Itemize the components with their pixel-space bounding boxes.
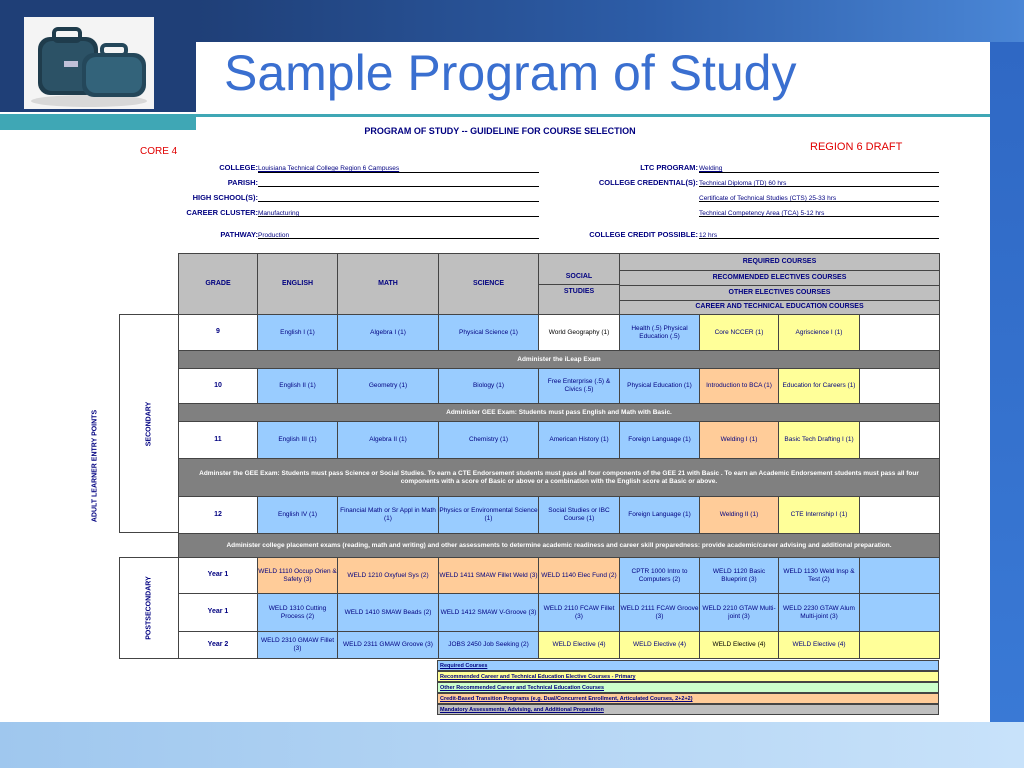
- g11-english: English III (1): [257, 421, 338, 459]
- credential-label: COLLEGE CREDENTIAL(S):: [598, 178, 698, 187]
- luggage-icon: [24, 17, 154, 109]
- legend-other: Other Recommended Career and Technical Education Courses: [437, 682, 939, 693]
- year-1b-cell: Year 1: [178, 593, 258, 632]
- cluster-label: CAREER CLUSTER:: [186, 208, 258, 217]
- y2-col3: JOBS 2450 Job Seeking (2): [438, 631, 539, 659]
- banner-gee-2: Adminster the GEE Exam: Students must pass Science or Social Studies. To earn a CTE Endorsement students must pass all four components of the GEE 21 with Basic . To earn an Academic Endorsement students must pass all four components with a score of Basic or above or a combination with the English score at Basic or above.: [178, 458, 940, 497]
- header-recommended: RECOMMENDED ELECTIVES COURSES: [619, 270, 940, 286]
- y1a-col8: [859, 557, 940, 594]
- header-cte: CAREER AND TECHNICAL EDUCATION COURSES: [619, 300, 940, 315]
- g9-science: Physical Science (1): [438, 314, 539, 351]
- g12-science: Physics or Environmental Science (1): [438, 496, 539, 534]
- pathway-label: PATHWAY:: [220, 230, 258, 239]
- adult-entry-label: ADULT LEARNER ENTRY POINTS: [91, 409, 99, 523]
- g9-other: Agriscience I (1): [778, 314, 860, 351]
- legend-recommended: Recommended Career and Technical Education Elective Courses - Primary: [437, 671, 939, 682]
- g12-recommended: Welding II (1): [699, 496, 779, 534]
- footer-light-blue-bar: [0, 722, 1024, 768]
- grade-12-cell: 12: [178, 496, 258, 534]
- year-2-cell: Year 2: [178, 631, 258, 659]
- cluster-underline: [258, 216, 539, 217]
- header-gradient-bar: [196, 0, 1024, 42]
- g9-cte: [859, 314, 940, 351]
- credit-underline: [699, 238, 939, 239]
- teal-accent-line: [196, 114, 990, 117]
- g10-recommended: Introduction to BCA (1): [699, 368, 779, 404]
- g10-math: Geometry (1): [337, 368, 439, 404]
- y2-col4: WELD Elective (4): [538, 631, 620, 659]
- legend-credit-based: Credit-Based Transition Programs (e.g. Dual/Concurrent Enrollment, Articulated Courses, 2+2+2): [437, 693, 939, 704]
- y1a-col1: WELD 1110 Occup Orien & Safety (3): [257, 557, 338, 594]
- secondary-label: SECONDARY: [145, 401, 153, 447]
- cluster-value: Manufacturing: [258, 210, 300, 217]
- g9-recommended: Core NCCER (1): [699, 314, 779, 351]
- header-english: ENGLISH: [257, 253, 338, 315]
- g10-other: Education for Careers (1): [778, 368, 860, 404]
- y2-col1: WELD 2310 GMAW Fillet (3): [257, 631, 338, 659]
- slide-title: Sample Program of Study: [224, 45, 797, 101]
- header-science: SCIENCE: [438, 253, 539, 315]
- college-value: Louisiana Technical College Region 6 Campuses: [258, 165, 400, 172]
- ltc-program-underline: [699, 172, 939, 173]
- credit-label: COLLEGE CREDIT POSSIBLE:: [589, 230, 698, 239]
- y1a-col7: WELD 1130 Weld Insp & Test (2): [778, 557, 860, 594]
- g12-required: Foreign Language (1): [619, 496, 700, 534]
- y1b-col6: WELD 2210 GTAW Multi-joint (3): [699, 593, 779, 632]
- g12-math: Financial Math or Sr Appl in Math (1): [337, 496, 439, 534]
- core-label: CORE 4: [140, 146, 178, 157]
- g10-science: Biology (1): [438, 368, 539, 404]
- pathway-underline: [258, 238, 539, 239]
- credential-value-3: Technical Competency Area (TCA) 5-12 hrs: [699, 210, 825, 217]
- document-title: PROGRAM OF STUDY -- GUIDELINE FOR COURSE SELECTION: [364, 126, 636, 136]
- g12-other: CTE Internship I (1): [778, 496, 860, 534]
- credential-underline-3: [699, 216, 939, 217]
- g11-cte: [859, 421, 940, 459]
- legend-mandatory: Mandatory Assessments, Advising, and Additional Preparation: [437, 704, 939, 715]
- y2-col5: WELD Elective (4): [619, 631, 700, 659]
- parish-label: PARISH:: [227, 178, 258, 187]
- banner-placement: Administer college placement exams (reading, math and writing) and other assessments to determine academic readiness and career skill preparedness: provide academic/career advising and additional preparation.: [178, 533, 940, 558]
- g11-required: Foreign Language (1): [619, 421, 700, 459]
- g9-required: Health (.5) Physical Education (.5): [619, 314, 700, 351]
- y1b-col7: WELD 2230 GTAW Alum Multi-joint (3): [778, 593, 860, 632]
- y1a-col4: WELD 1140 Elec Fund (2): [538, 557, 620, 594]
- g10-cte: [859, 368, 940, 404]
- year-1a-cell: Year 1: [178, 557, 258, 594]
- g12-english: English IV (1): [257, 496, 338, 534]
- y1a-col6: WELD 1120 Basic Blueprint (3): [699, 557, 779, 594]
- g11-other: Basic Tech Drafting I (1): [778, 421, 860, 459]
- g10-english: English II (1): [257, 368, 338, 404]
- highschool-underline: [258, 201, 539, 202]
- y1b-col8: [859, 593, 940, 632]
- banner-gee: Administer GEE Exam: Students must pass English and Math with Basic.: [178, 403, 940, 422]
- right-blue-bar: [990, 42, 1024, 750]
- banner-ileap: Administer the iLeap Exam: [178, 350, 940, 369]
- college-label: COLLEGE:: [219, 163, 258, 172]
- y1b-col4: WELD 2110 FCAW Fillet (3): [538, 593, 620, 632]
- g12-social: Social Studies or IBC Course (1): [538, 496, 620, 534]
- parish-underline: [258, 186, 539, 187]
- grade-10-cell: 10: [178, 368, 258, 404]
- y1b-col5: WELD 2111 FCAW Groove (3): [619, 593, 700, 632]
- g10-required: Physical Education (1): [619, 368, 700, 404]
- y2-col7: WELD Elective (4): [778, 631, 860, 659]
- y1a-col2: WELD 1210 Oxyfuel Sys (2): [337, 557, 439, 594]
- pathway-value: Production: [258, 232, 290, 239]
- g9-english: English I (1): [257, 314, 338, 351]
- g11-science: Chemistry (1): [438, 421, 539, 459]
- header-studies: STUDIES: [538, 284, 620, 315]
- g12-cte: [859, 496, 940, 534]
- header-required: REQUIRED COURSES: [619, 253, 940, 271]
- credential-underline-1: [699, 186, 939, 187]
- g11-recommended: Welding I (1): [699, 421, 779, 459]
- credit-value: 12 hrs: [699, 232, 718, 239]
- y2-col6: WELD Elective (4): [699, 631, 779, 659]
- ltc-program-value: Welding: [699, 165, 723, 172]
- grade-9-cell: 9: [178, 314, 258, 351]
- luggage-logo: [24, 17, 154, 109]
- header-grade: GRADE: [178, 253, 258, 315]
- credential-value-1: Technical Diploma (TD) 60 hrs: [699, 180, 787, 187]
- g11-math: Algebra II (1): [337, 421, 439, 459]
- credential-underline-2: [699, 201, 939, 202]
- college-underline: [258, 172, 539, 173]
- y2-col8: [859, 631, 940, 659]
- header-social: SOCIAL: [538, 253, 620, 285]
- y2-col2: WELD 2311 GMAW Groove (3): [337, 631, 439, 659]
- g9-social: World Geography (1): [538, 314, 620, 351]
- y1a-col5: CPTR 1000 Intro to Computers (2): [619, 557, 700, 594]
- g10-social: Free Enterprise (.5) & Civics (.5): [538, 368, 620, 404]
- ltc-program-label: LTC PROGRAM:: [640, 163, 698, 172]
- draft-label: REGION 6 DRAFT: [810, 141, 903, 153]
- header-math: MATH: [337, 253, 439, 315]
- grade-11-cell: 11: [178, 421, 258, 459]
- y1b-col1: WELD 1310 Cutting Process (2): [257, 593, 338, 632]
- postsecondary-label: POSTSECONDARY: [145, 576, 153, 640]
- y1b-col2: WELD 1410 SMAW Beads (2): [337, 593, 439, 632]
- y1b-col3: WELD 1412 SMAW V-Groove (3): [438, 593, 539, 632]
- g9-math: Algebra I (1): [337, 314, 439, 351]
- teal-accent-strip: [0, 114, 196, 130]
- header-other: OTHER ELECTIVES COURSES: [619, 285, 940, 301]
- credential-value-2: Certificate of Technical Studies (CTS) 25-33 hrs: [699, 195, 837, 202]
- g11-social: American History (1): [538, 421, 620, 459]
- legend-required: Required Courses: [437, 660, 939, 671]
- highschool-label: HIGH SCHOOL(S):: [192, 193, 258, 202]
- y1a-col3: WELD 1411 SMAW Fillet Weld (3): [438, 557, 539, 594]
